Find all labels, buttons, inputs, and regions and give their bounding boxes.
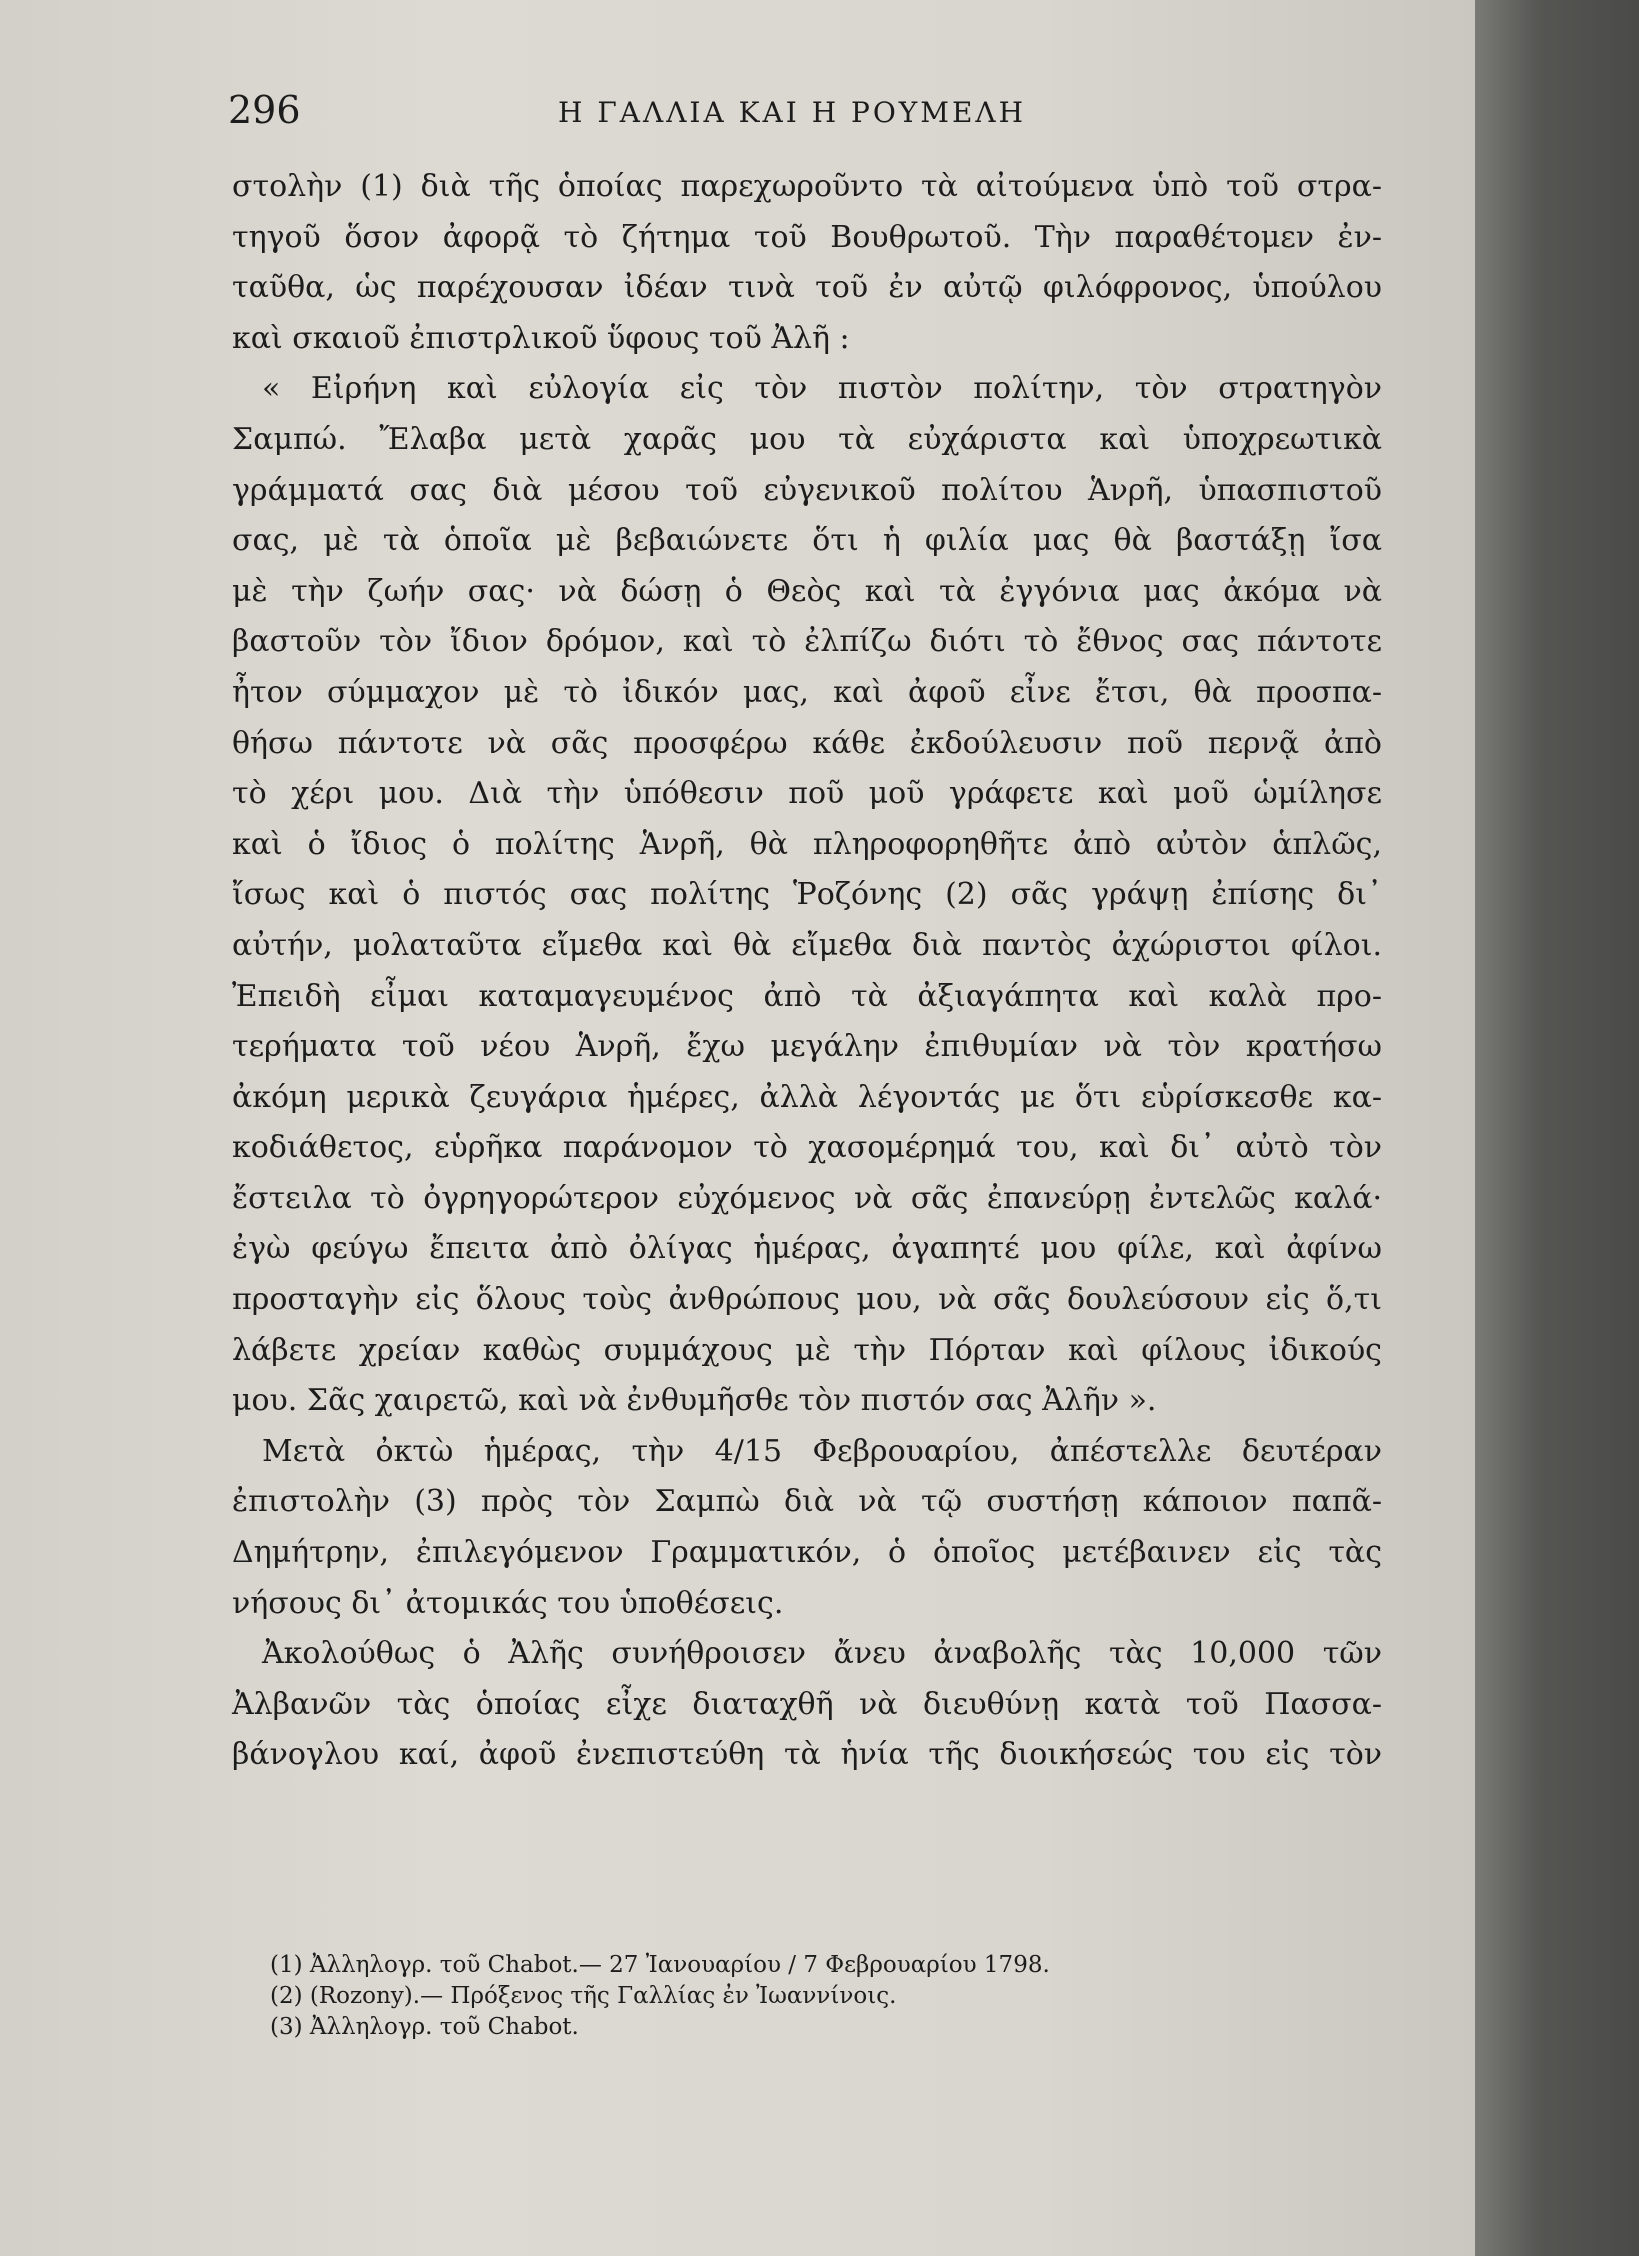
text-line: τὸ χέρι μου. Διὰ τὴν ὑπόθεσιν ποῦ μοῦ γράφετε καὶ μοῦ ὡμίλησε	[232, 776, 1382, 812]
text-line: Μετὰ ὀκτὼ ἡμέρας, τὴν 4/15 Φεβρουαρίου, ἀπέστελλε δευτέραν	[262, 1433, 1382, 1469]
text-line: καὶ ὁ ἴδιος ὁ πολίτης Ἁνρῆ, θὰ πληροφορηθῆτε ἀπὸ αὐτὸν ἁπλῶς,	[232, 826, 1382, 862]
text-line: Ἐπειδὴ εἶμαι καταμαγευμένος ἀπὸ τὰ ἀξιαγάπητα καὶ καλὰ προ-	[232, 978, 1382, 1014]
footnotes	[270, 1950, 1370, 2043]
text-line: Ἀκολούθως ὁ Ἀλῆς συνήθροισεν ἄνευ ἀναβολῆς τὰς 10,000 τῶν	[262, 1636, 1382, 1672]
text-line: νήσους δι᾽ ἀτομικάς του ὑποθέσεις.	[232, 1585, 784, 1621]
text-line: ἴσως καὶ ὁ πιστός σας πολίτης Ῥοζόνης (2) σᾶς γράψῃ ἐπίσης δι᾽	[232, 877, 1382, 913]
text-line: ἐπιστολὴν (3) πρὸς τὸν Σαμπὼ διὰ νὰ τῷ συστήσῃ κάποιον παπᾶ-	[232, 1484, 1382, 1520]
footnote: (2) (Rozony).— Πρόξενος τῆς Γαλλίας ἐν Ἰωαννίνοις.	[270, 1983, 897, 2009]
text-line: τηγοῦ ὅσον ἀφορᾷ τὸ ζήτημα τοῦ Βουθρωτοῦ. Τὴν παραθέτομεν ἐν-	[232, 219, 1382, 255]
text-line: κοδιάθετος, εὑρῆκα παράνομον τὸ χασομέρημά του, καὶ δι᾽ αὐτὸ τὸν	[232, 1130, 1382, 1166]
text-line: « Εἰρήνη καὶ εὐλογία εἰς τὸν πιστὸν πολίτην, τὸν στρατηγὸν	[262, 371, 1382, 407]
text-line: βαστοῦν τὸν ἴδιον δρόμον, καὶ τὸ ἐλπίζω διότι τὸ ἔθνος σας πάντοτε	[232, 624, 1382, 660]
text-line: Σαμπώ. Ἔλαβα μετὰ χαρᾶς μου τὰ εὐχάριστα καὶ ὑποχρεωτικὰ	[232, 421, 1382, 457]
text-line: προσταγὴν εἰς ὅλους τοὺς ἀνθρώπους μου, νὰ σᾶς δουλεύσουν εἰς ὅ,τι	[232, 1282, 1382, 1318]
text-line: λάβετε χρείαν καθὼς συμμάχους μὲ τὴν Πόρταν καὶ φίλους ἰδικούς	[232, 1332, 1382, 1368]
text-line: γράμματά σας διὰ μέσου τοῦ εὐγενικοῦ πολίτου Ἁνρῆ, ὑπασπιστοῦ	[232, 472, 1382, 508]
text-line: Δημήτρην, ἐπιλεγόμενον Γραμματικόν, ὁ ὁποῖος μετέβαινεν εἰς τὰς	[232, 1535, 1382, 1571]
text-line: βάνογλου καί, ἀφοῦ ἐνεπιστεύθη τὰ ἡνία τῆς διοικήσεώς του εἰς τὸν	[232, 1737, 1382, 1773]
text-line: ταῦθα, ὡς παρέχουσαν ἰδέαν τινὰ τοῦ ἐν αὐτῷ φιλόφρονος, ὑπούλου	[232, 270, 1382, 306]
text-line: ἔστειλα τὸ ὀγρηγορώτερον εὐχόμενος νὰ σᾶς ἐπανεύρῃ ἐντελῶς καλά·	[232, 1180, 1382, 1216]
text-line: Ἀλβανῶν τὰς ὁποίας εἶχε διαταχθῆ νὰ διευθύνῃ κατὰ τοῦ Πασσα-	[232, 1686, 1382, 1722]
text-line: θήσω πάντοτε νὰ σᾶς προσφέρω κάθε ἐκδούλευσιν ποῦ περνᾷ ἀπὸ	[232, 725, 1382, 761]
footnote: (3) Ἀλληλογρ. τοῦ Chabot.	[270, 2014, 579, 2040]
page-header	[228, 88, 1378, 138]
text-line: σας, μὲ τὰ ὁποῖα μὲ βεβαιώνετε ὅτι ἡ φιλία μας θὰ βαστάξῃ ἴσα	[232, 523, 1382, 559]
footnote: (1) Ἀλληλογρ. τοῦ Chabot.— 27 Ἰανουαρίου / 7 Φεβρουαρίου 1798.	[270, 1952, 1050, 1978]
text-line: καὶ σκαιοῦ ἐπιστρλικοῦ ὕφους τοῦ Ἀλῆ :	[232, 320, 850, 356]
text-line: ἦτον σύμμαχον μὲ τὸ ἰδικόν μας, καὶ ἀφοῦ εἶνε ἔτσι, θὰ προσπα-	[232, 674, 1382, 710]
text-line: στολὴν (1) διὰ τῆς ὁποίας παρεχωροῦντο τὰ αἰτούμενα ὑπὸ τοῦ στρα-	[232, 169, 1382, 204]
text-line: μου. Σᾶς χαιρετῶ, καὶ νὰ ἐνθυμῆσθε τὸν πιστόν σας Ἀλῆν ».	[232, 1383, 1157, 1419]
page-gutter-shadow	[1475, 0, 1639, 2256]
text-line: ἐγὼ φεύγω ἔπειτα ἀπὸ ὀλίγας ἡμέρας, ἀγαπητέ μου φίλε, καὶ ἀφίνω	[232, 1231, 1382, 1267]
running-title: Η ΓΑΛΛΙΑ ΚΑΙ Η ΡΟΥΜΕΛΗ	[558, 96, 1027, 129]
text-line: αὐτήν, μολαταῦτα εἴμεθα καὶ θὰ εἴμεθα διὰ παντὸς ἀχώριστοι φίλοι.	[232, 927, 1382, 963]
text-line: τερήματα τοῦ νέου Ἁνρῆ, ἔχω μεγάλην ἐπιθυμίαν νὰ τὸν κρατήσω	[232, 1029, 1382, 1065]
text-line: ἀκόμη μερικὰ ζευγάρια ἡμέρες, ἀλλὰ λέγοντάς με ὅτι εὑρίσκεσθε κα-	[232, 1079, 1382, 1115]
body-text	[232, 162, 1382, 1781]
text-line: μὲ τὴν ζωήν σας· νὰ δώσῃ ὁ Θεὸς καὶ τὰ ἐγγόνια μας ἀκόμα νὰ	[232, 573, 1382, 609]
page-number: 296	[228, 88, 301, 132]
